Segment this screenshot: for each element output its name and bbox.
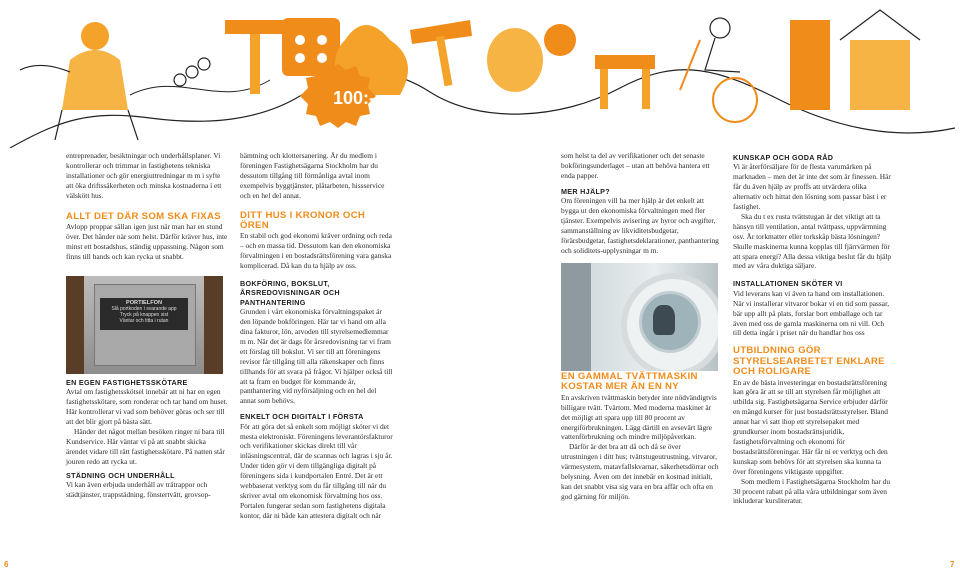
line-art-connector-2	[130, 80, 270, 95]
col1-egen-text-2: Händer det något mellan besöken ringer ni bara till Kundservice. Här väntar vi på att snabbt skicka ärendet vidare till rätt fastighetsskötare. På natten står jouren redo att rycka ut.	[66, 427, 225, 466]
col4-utbild-text-2: Som medlem i Fastighetsägarna Stockholm har du 30 procent rabatt på alla våra utbildningar som även inkluderar kursliteratur.	[733, 476, 891, 506]
hammer-illustration	[225, 20, 285, 94]
heading-gammal: EN GAMMAL TVÄTTMASKIN KOSTAR MER ÄN EN NY	[561, 371, 698, 393]
stool-illustration	[595, 55, 655, 109]
column-3-lower	[561, 372, 719, 502]
col3-gammal-text-2: Därför är det bra att då och då se över utrustningen i ditt hus; tvättstugeutrustning, vitvaror, värmesystem, matavfallskvarnar, säkerhetsdörrar och belysning. Även om det innebär en kostnad initialt, kan det snabbt visa sig vara en bra affär och ofta en god gärning för miljön.	[561, 442, 719, 501]
col4-kunskap-text-2: Ska du t ex rusta tvättstugan är det viktigt att ta hänsyn till ventilation, antal tvättpass, uppvärmning osv. Är torkmatter eller torkskåp bästa lösningen? Skulle maskinerna kunna kopplas till fjärrvärmen för att spara energi? Alla dessa viktiga beslut får du hjälp med av våra duktiga säljare.	[733, 211, 892, 271]
page-number-right: 7	[950, 560, 955, 569]
pot-illustration	[487, 24, 576, 92]
heading-bok: BOKFÖRING, BOKSLUT, ÅRSREDOVISNINGAR OCH PANTHANTERING	[240, 278, 340, 307]
column-1-lower	[66, 378, 228, 500]
heading-enkel: ENKELT OCH DIGITALT I FÖRSTA	[240, 412, 364, 422]
col1-egen-text: Avtal om fastighetsskötsel innebär att ni har en egen fastighetsskötare, som ronderar och tar hand om huset. Här kontrollerar vi vad som behöver göras och ser till att det blir gjort på bästa sätt.	[66, 387, 228, 427]
power-outlet-illustration	[282, 18, 340, 76]
intercom-sign-title: PORTIELFON	[125, 300, 163, 306]
col2-enkel-text: För att göra det så enkelt som möjligt sköter vi det mesta elektroniskt. Föreningens leverantörsfakturor och verifikationer skickas direkt till vår inläsningscentral, där de scannas och lagras i sju år. Under tiden gör vi dem tillgängliga digitalt på föreningens sida i kundportalen Entré. Det är ett webbaserat verktyg som du får tillgång till när du skriver avtal om ekonomisk förvaltning hos oss. Portalen fungerar sedan som fastighetens digitala kontor, där ni både kan attestera digitalt och när	[240, 421, 393, 520]
intercom-sign	[100, 298, 188, 330]
col2-ditt-text: En stabil och god ekonomi kräver ordning och reda – och en massa tid. Dessutom kan den ekonomiska förvaltningen i en bostadsrättsförening vara ganska komplicerad. Då kan du ta hjälp av oss.	[240, 231, 392, 271]
col2-intro: hämtning och klottersanering. Är du medlem i föreningen Fastighetsägarna Stockholm har du dessutom tillgång till förmånliga avtal inom exempelvis byggtjänster, plåtarbeten, hissservice och en hel del annat.	[240, 151, 385, 200]
heading-kunskap: KUNSKAP OCH GODA RÅD	[733, 153, 834, 162]
col1-allt-text: Avlopp proppar sällan igen just när man har en stund över. Det händer när som helst. Därför kräver hus, inte minst ett bostadshus, ständig uppassning. Någon som finns till hands och kan rycka ut snabbt.	[66, 221, 228, 261]
page-number-left: 6	[4, 560, 9, 569]
heading-allt: ALLT DET DÄR SOM SKA FIXAS	[66, 210, 221, 222]
col3-intro: som helst ta del av verifikationer och det senaste bokföringsunderlaget – utan att behöva hantera ett enda papper.	[561, 151, 710, 180]
chain-illustration	[174, 58, 210, 86]
col1-intro: entreprenader, besiktningar och underhållsplaner. Vi kontrollerar och trimmar in fastighetens tekniska installationer och gör energiuttredningar m m i syfte att öka driftssäkerheten och minska kostnaderna i ett välskött hus.	[66, 151, 222, 200]
tool-illustration	[410, 20, 472, 86]
col1-stadning-text: Vi kan även erbjuda underhåll av trätrappor och städtjänster, trappstädning, fönstertvätt, grovsop-	[66, 480, 211, 499]
col4-utbild-text: En av de bästa investeringar en bostadsrättsförening kan göra är att se till att styrelsen får möjlighet att utbilda sig. Fastighetsägarna Service erbjuder därför en mängd kurser för just bostadsrättsstyrelser. Bland annat har vi satt ihop ett styrelsepaket med grundkurser inom bostadsrättsjuridik, fastighetsförvaltning och ekonomi för bostadsrättsföreningar. Här får ni er verktyg och den kunskap som behövs för att styrelsen ska kunna ta över föreningens viktigaste uppgifter.	[733, 377, 888, 476]
washing-machine-photo	[561, 263, 718, 371]
column-2	[240, 151, 394, 521]
intercom-sign-line-2: Tryck på knappen sist	[119, 312, 169, 318]
column-3	[561, 151, 719, 256]
building-illustration	[790, 10, 920, 110]
person-illustration	[20, 22, 138, 140]
heading-egen: EN EGEN FASTIGHETSSKÖTARE	[66, 378, 188, 387]
heading-utbild: UTBILDNING GÖR STYRELSEARBETET ENKLARE OCH ROLIGARE	[733, 345, 885, 378]
col2-bok-text: Grunden i vårt ekonomiska förvaltningspaket är den löpande bokföringen. Här tar vi hand om alla dina fakturor, lön, arvoden till styrelsemedlemmar m m. När det är dags för årsredovisning tar vi fram ett förslag till bokslut. Vi ser till att föreningens revisor får tillgång till alla räkenskaper och finns tillhands för att svara på frågor. Vi hjälper också till att ta fram en budget för kommande år, panthantering vid nyförsäljning och en hel del annat som behövs.	[240, 307, 393, 406]
hero-illustration	[0, 0, 960, 148]
intercom-sign-line-3: Väntar och titta i rutan	[119, 318, 169, 324]
intercom-photo	[66, 276, 223, 374]
heading-hjalp: MER HJÄLP?	[561, 186, 610, 196]
column-1	[66, 151, 228, 262]
intercom-sign-line-1: Slå portkoden i svarande app	[111, 306, 177, 312]
price-badge-text: 100:-	[332, 88, 376, 108]
col4-kunskap-text: Vi är återförsäljare för de flesta varumärken på marknaden – men det är inte det som är finessen. Här får du även hjälp av proffs att utvärdera olika alternativ och hittat den lösning som passar bäst i er fastighet.	[733, 162, 891, 212]
col4-install-text: Vid leverans kan vi även ta hand om installationen. När vi installerar vitvaror bokar vi en tid som passar, bär upp allt på plats, forslar bort emballage och tar även med oss de gamla maskinerna om ni vill. Och till detta ingår i priset när du handlar hos oss	[733, 288, 890, 338]
col3-gammal-text: En avskriven tvättmaskin betyder inte nödvändigtvis billigare tvätt. Tvärtom. Med moderna maskiner är det möjligt att spara upp till 80 procent av energiförbrukningen. Lägg därtill en avsevärt lägre vattenförbrukning och mindre miljöpåverkan.	[561, 392, 717, 442]
col3-hjalp-text: Om föreningen vill ha mer hjälp är det enkelt att bygga ut den ekonomiska förvaltningen med fler tjänster. Exempelvis avisering av hyror och avgifter, sammanställning av likviditetsbudgetar, förärsbudgetar, fastighetsdeklarationer, panthantering och soliditets-upplysningar m m.	[561, 196, 719, 255]
heading-stadning: STÄDNING OCH UNDERHÅLL	[66, 470, 175, 480]
column-4	[733, 153, 893, 506]
heading-ditt: DITT HUS I KRONOR OCH ÖREN	[240, 209, 366, 231]
heading-install: INSTALLATIONEN SKÖTER VI	[733, 279, 843, 289]
